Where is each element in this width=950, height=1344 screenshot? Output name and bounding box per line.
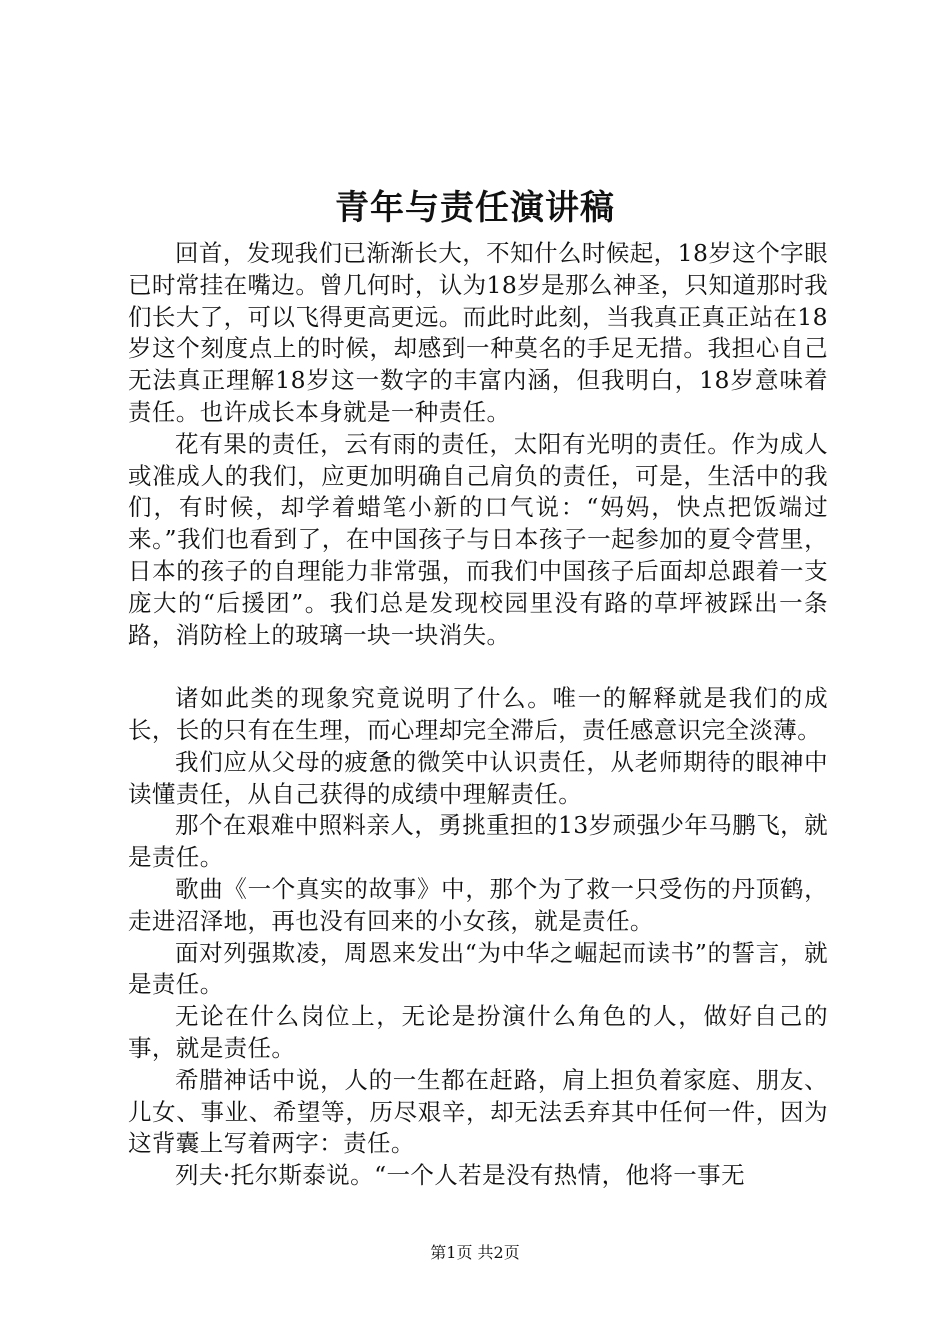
paragraph-4: 我们应从父母的疲惫的微笑中认识责任，从老师期待的眼神中读懂责任，从自己获得的成绩中理解责任。 xyxy=(128,747,828,808)
paragraph-6: 歌曲《一个真实的故事》中，那个为了救一只受伤的丹顶鹤，走进沼泽地，再也没有回来的小女孩，就是责任。 xyxy=(128,874,828,935)
document-title: 青年与责任演讲稿 xyxy=(335,188,615,228)
document-body xyxy=(128,238,828,1192)
paragraph-7: 面对列强欺凌，周恩来发出“为中华之崛起而读书”的誓言，就是责任。 xyxy=(128,938,828,999)
paragraph-1: 回首，发现我们已渐渐长大，不知什么时候起，18岁这个字眼已时常挂在嘴边。曾几何时，认为18岁是那么神圣，只知道那时我们长大了，可以飞得更高更远。而此时此刻，当我真正真正站在18岁这个刻度点上的时候，却感到一种莫名的手足无措。我担心自己无法真正理解18岁这一数字的丰富内涵，但我明白，18岁意味着责任。也许成长本身就是一种责任。 xyxy=(128,239,828,426)
page-number-footer: 第1页 共2页 xyxy=(430,1243,520,1262)
paragraph-10: 列夫·托尔斯泰说。“一个人若是没有热情，他将一事无 xyxy=(175,1161,745,1190)
paragraph-gap xyxy=(128,651,828,683)
paragraph-9: 希腊神话中说，人的一生都在赶路，肩上担负着家庭、朋友、儿女、事业、希望等，历尽艰辛，却无法丢弃其中任何一件，因为这背囊上写着两字：责任。 xyxy=(128,1065,828,1158)
paragraph-5: 那个在艰难中照料亲人，勇挑重担的13岁顽强少年马鹏飞，就是责任。 xyxy=(128,811,828,872)
paragraph-3: 诸如此类的现象究竟说明了什么。唯一的解释就是我们的成长，长的只有在生理，而心理却完全滞后，责任感意识完全淡薄。 xyxy=(128,684,828,744)
paragraph-8: 无论在什么岗位上，无论是扮演什么角色的人，做好自己的事，就是责任。 xyxy=(128,1002,828,1062)
paragraph-2: 花有果的责任，云有雨的责任，太阳有光明的责任。作为成人或准成人的我们，应更加明确自己肩负的责任，可是，生活中的我们，有时候，却学着蜡笔小新的口气说：“妈妈，快点把饭端过来。”我们也看到了，在中国孩子与日本孩子一起参加的夏令营里，日本的孩子的自理能力非常强，而我们中国孩子后面却总跟着一支庞大的“后援团”。我们总是发现校园里没有路的草坪被踩出一条路，消防栓上的玻璃一块一块消失。 xyxy=(128,429,828,649)
